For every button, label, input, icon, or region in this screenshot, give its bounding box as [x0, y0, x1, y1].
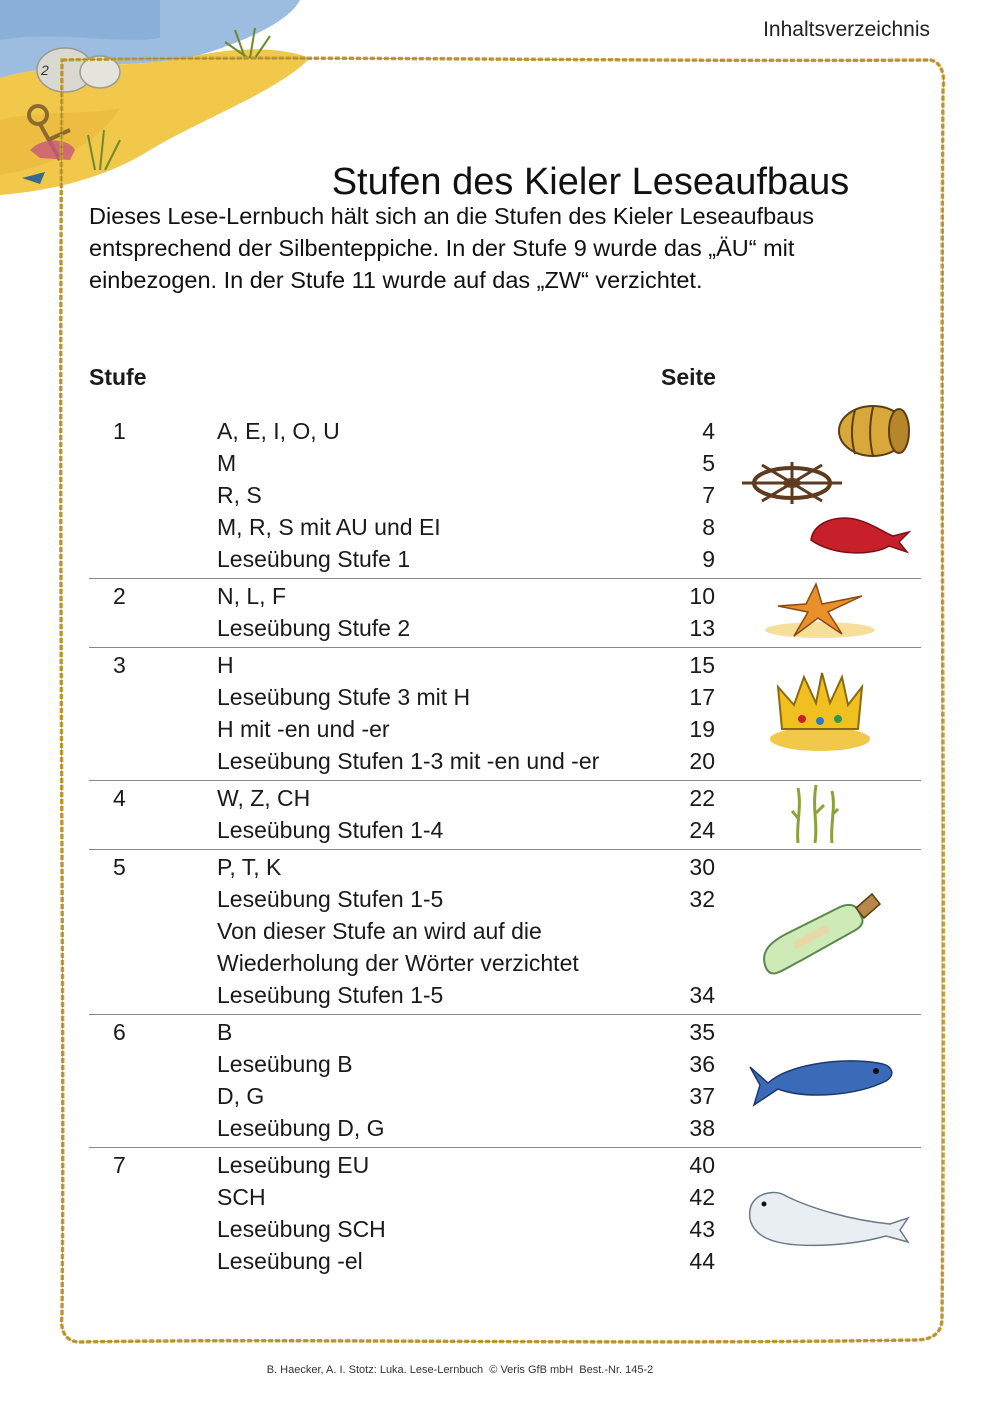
toc-entry-label: R, S [217, 482, 262, 508]
toc-entry-label: Leseübung Stufen 1-5 [217, 886, 444, 912]
toc-entry-label: Leseübung B [217, 1051, 353, 1077]
crown-icon [768, 665, 873, 753]
toc-page-number: 4 [702, 418, 715, 444]
column-header-stufe: Stufe [89, 364, 147, 390]
toc-row [89, 511, 921, 543]
starfish-icon [758, 582, 880, 640]
toc-row [89, 1149, 921, 1181]
seal-icon [740, 1184, 912, 1252]
toc-entry-label: Leseübung D, G [217, 1115, 385, 1141]
toc-entry-label: M, R, S mit AU und EI [217, 514, 441, 540]
toc-entry-label: N, L, F [217, 583, 287, 609]
toc-page-number: 7 [702, 482, 715, 508]
ship-wheel-icon [737, 460, 847, 506]
column-header-seite: Seite [661, 364, 716, 390]
stufe-number: 4 [113, 785, 126, 811]
toc-entry-label: H mit -en und -er [217, 716, 390, 742]
toc-entry-label: Leseübung Stufe 3 mit H [217, 684, 471, 710]
toc-row [89, 543, 921, 575]
toc-page-number: 40 [689, 1152, 715, 1178]
intro-line: einbezogen. In der Stufe 11 wurde auf das „ZW“ verzichtet. [89, 267, 703, 293]
toc-page-number: 24 [689, 817, 715, 843]
toc-page-number: 34 [689, 982, 715, 1008]
toc-row [89, 415, 921, 447]
toc-entry-label: H [217, 652, 234, 678]
page-number: 2 [41, 62, 49, 78]
toc-entry-label: SCH [217, 1184, 266, 1210]
toc-row [89, 851, 921, 883]
intro-paragraph [89, 200, 929, 296]
toc-entry-label: M [217, 450, 237, 476]
bandana-icon [803, 512, 913, 557]
toc-entry-label: Von dieser Stufe an wird auf die [217, 918, 542, 944]
toc-entry-label: Leseübung Stufen 1-3 mit -en und -er [217, 748, 600, 774]
intro-line: Dieses Lese-Lernbuch hält sich an die Stufen des Kieler Leseaufbaus [89, 203, 815, 229]
toc-page-number: 36 [689, 1051, 715, 1077]
footer-credit: B. Haecker, A. I. Stotz: Luka. Lese-Lernbuch © Veris GfB mbH Best.-Nr. 145-2 [266, 1364, 654, 1376]
toc-page-number: 15 [689, 652, 715, 678]
toc-page-number: 44 [689, 1248, 715, 1274]
toc-entry-label: Leseübung EU [217, 1152, 370, 1178]
toc-entry-label: Leseübung -el [217, 1248, 363, 1274]
stufe-number: 5 [113, 854, 126, 880]
stufe-number: 2 [113, 583, 126, 609]
toc-entry-label: P, T, K [217, 854, 282, 880]
toc-page-number: 10 [689, 583, 715, 609]
page-title: Stufen des Kieler Leseaufbaus [331, 161, 850, 204]
toc-page-number: 13 [689, 615, 715, 641]
toc-page-number: 37 [689, 1083, 715, 1109]
toc-page-number: 43 [689, 1216, 715, 1242]
toc-entry-label: B [217, 1019, 233, 1045]
toc-page-number: 17 [689, 684, 715, 710]
toc-page-number: 30 [689, 854, 715, 880]
fish-icon [748, 1045, 898, 1117]
toc-entry-label: D, G [217, 1083, 265, 1109]
message-bottle-icon [758, 888, 883, 993]
toc-page-number: 35 [689, 1019, 715, 1045]
toc-page-number: 9 [702, 546, 715, 572]
toc-entry-label: Wiederholung der Wörter verzichtet [217, 950, 579, 976]
toc-entry-label: W, Z, CH [217, 785, 311, 811]
seaweed-icon [788, 783, 843, 845]
barrel-icon [833, 400, 913, 462]
toc-page-number: 20 [689, 748, 715, 774]
intro-line: entsprechend der Silbenteppiche. In der Stufe 9 wurde das „ÄU“ mit [89, 235, 795, 261]
toc-page-number: 32 [689, 886, 715, 912]
stufe-number: 1 [113, 418, 126, 444]
toc-page-number: 22 [689, 785, 715, 811]
toc-page-number: 8 [702, 514, 715, 540]
table-of-contents [89, 414, 921, 1280]
toc-page-number: 42 [689, 1184, 715, 1210]
toc-entry-label: Leseübung SCH [217, 1216, 386, 1242]
toc-entry-label: Leseübung Stufe 1 [217, 546, 411, 572]
stufe-number: 3 [113, 652, 126, 678]
toc-row [89, 1016, 921, 1048]
stufe-number: 7 [113, 1152, 126, 1178]
stufe-number: 6 [113, 1019, 126, 1045]
toc-entry-label: Leseübung Stufe 2 [217, 615, 411, 641]
toc-entry-label: Leseübung Stufen 1-5 [217, 982, 444, 1008]
toc-entry-label: Leseübung Stufen 1-4 [217, 817, 444, 843]
toc-page-number: 19 [689, 716, 715, 742]
section-label: Inhaltsverzeichnis [763, 18, 930, 41]
toc-page-number: 38 [689, 1115, 715, 1141]
toc-entry-label: A, E, I, O, U [217, 418, 340, 444]
toc-page-number: 5 [702, 450, 715, 476]
